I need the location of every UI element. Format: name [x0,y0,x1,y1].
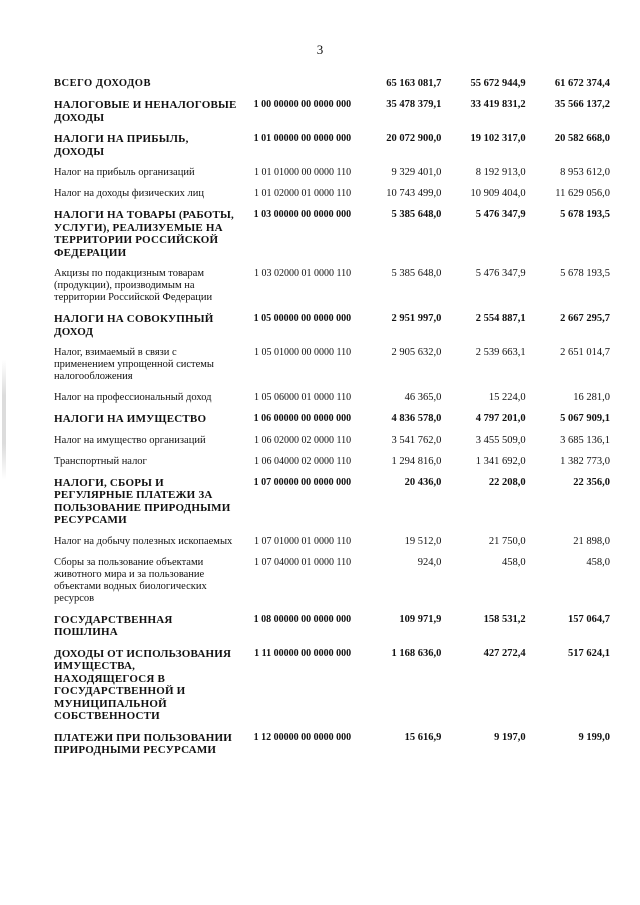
table-row [52,268,612,313]
row-value-1: 46 365,0 [404,392,442,403]
table-row [52,477,612,536]
row-name: ВСЕГО ДОХОДОВ [54,78,151,89]
row-value-3: 5 678 193,5 [560,209,610,220]
row-value-2: 5 476 347,9 [475,268,526,279]
row-value-3: 16 281,0 [573,392,610,403]
row-name: ГОСУДАРСТВЕННАЯ ПОШЛИНА [54,613,173,638]
row-value-3: 5 067 909,1 [560,413,610,424]
table-row [52,188,612,209]
row-value-1: 10 743 499,0 [386,188,442,199]
row-value-2: 427 272,4 [483,647,526,659]
row-code: 1 01 00000 00 0000 000 [253,133,352,144]
row-name: Налог на прибыль организаций [54,167,195,178]
row-value-2: 3 455 509,0 [475,434,526,446]
table-row [52,536,612,557]
row-value-2: 8 192 913,0 [475,167,526,178]
row-value-2: 21 750,0 [488,535,526,547]
row-name: НАЛОГИ НА ТОВАРЫ (РАБОТЫ, УСЛУГИ), РЕАЛИЗУЕМЫЕ НА ТЕРРИТОРИИ РОССИЙСКОЙ ФЕДЕРАЦИИ [54,209,234,259]
row-code: 1 07 01000 01 0000 110 [253,535,352,547]
revenue-table [52,78,612,766]
row-value-3: 1 382 773,0 [560,455,610,467]
row-value-2: 458,0 [502,556,526,568]
row-value-2: 22 208,0 [488,476,526,488]
row-name: Транспортный налог [54,455,147,467]
row-value-1: 5 385 648,0 [391,209,442,220]
row-name: НАЛОГИ, СБОРЫ И РЕГУЛЯРНЫЕ ПЛАТЕЖИ ЗА ПОЛЬЗОВАНИЕ ПРИРОДНЫМИ РЕСУРСАМИ [54,476,231,526]
row-code: 1 07 04000 01 0000 110 [253,556,352,568]
row-value-2: 4 797 201,0 [475,413,526,424]
row-value-2: 33 419 831,2 [470,99,526,110]
row-value-3: 11 629 056,0 [555,188,610,199]
row-value-2: 55 672 944,9 [470,78,526,89]
row-code: 1 06 04000 02 0000 110 [253,455,352,467]
row-value-1: 1 294 816,0 [391,455,442,467]
row-value-1: 19 512,0 [404,535,442,547]
row-value-3: 9 199,0 [578,731,610,743]
table-row [52,133,612,167]
row-value-3: 458,0 [586,556,610,568]
row-value-2: 2 539 663,1 [475,347,526,358]
row-name: Сборы за пользование объектами животного мира и за пользование объектами водных биологических ресурсов [54,556,207,604]
table-row [52,313,612,347]
row-value-3: 35 566 137,2 [554,99,610,110]
table-row [52,99,612,133]
row-value-3: 61 672 374,4 [554,78,610,89]
row-code: 1 03 02000 01 0000 110 [253,268,352,279]
row-code: 1 08 00000 00 0000 000 [253,613,352,625]
row-value-2: 15 224,0 [488,392,526,403]
row-code: 1 06 02000 02 0000 110 [253,434,352,446]
row-value-1: 35 478 379,1 [386,99,442,110]
row-code: 1 05 00000 00 0000 000 [253,313,352,324]
row-code: 1 11 00000 00 0000 000 [254,647,352,659]
row-code: 1 05 06000 01 0000 110 [253,392,352,403]
row-name: НАЛОГОВЫЕ И НЕНАЛОГОВЫЕ ДОХОДЫ [54,99,237,124]
row-name: Налог на доходы физических лиц [54,188,204,199]
row-value-2: 158 531,2 [483,613,526,625]
row-name: Налог на профессиональный доход [54,392,212,403]
row-value-3: 22 356,0 [573,476,610,488]
row-value-2: 10 909 404,0 [470,188,526,199]
row-code: 1 12 00000 00 0000 000 [253,731,352,743]
table-row [52,557,612,614]
table-row [52,347,612,392]
row-value-2: 2 554 887,1 [475,313,526,324]
row-value-3: 20 582 668,0 [554,133,610,144]
row-value-1: 20 072 900,0 [386,133,442,144]
row-value-1: 65 163 081,7 [386,78,442,89]
row-value-1: 2 905 632,0 [391,347,442,358]
row-value-1: 3 541 762,0 [391,434,442,446]
row-value-3: 8 953 612,0 [560,167,610,178]
row-code: 1 03 00000 00 0000 000 [253,209,352,220]
row-code [239,78,359,99]
row-value-3: 3 685 136,1 [560,434,610,446]
table-row [52,209,612,268]
table-row [52,435,612,456]
table-row [52,413,612,435]
table-row [52,732,612,766]
row-value-2: 19 102 317,0 [470,133,526,144]
table-row [52,648,612,732]
row-value-3: 2 651 014,7 [560,347,610,358]
row-value-2: 9 197,0 [494,731,526,743]
row-value-2: 1 341 692,0 [475,455,526,467]
row-name: НАЛОГИ НА ПРИБЫЛЬ, ДОХОДЫ [54,133,189,158]
table-row [52,614,612,648]
row-value-1: 15 616,9 [404,731,442,743]
row-value-1: 2 951 997,0 [391,313,442,324]
row-name: Налог на добычу полезных ископаемых [54,535,233,547]
table-row [52,167,612,188]
row-value-1: 5 385 648,0 [391,268,442,279]
table-row [52,392,612,413]
row-code: 1 00 00000 00 0000 000 [253,99,352,110]
row-name: Налог на имущество организаций [54,434,206,446]
row-code: 1 01 02000 01 0000 110 [253,188,352,199]
row-value-1: 4 836 578,0 [391,413,442,424]
row-code: 1 01 01000 00 0000 110 [253,167,352,178]
row-code: 1 07 00000 00 0000 000 [253,476,352,488]
row-value-3: 2 667 295,7 [560,313,610,324]
row-name: НАЛОГИ НА СОВОКУПНЫЙ ДОХОД [54,313,214,338]
row-name: Акцизы по подакцизным товарам (продукции), производимым на территории Российской Федерации [54,268,213,303]
row-name: ДОХОДЫ ОТ ИСПОЛЬЗОВАНИЯ ИМУЩЕСТВА, НАХОДЯЩЕГОСЯ В ГОСУДАРСТВЕННОЙ И МУНИЦИПАЛЬНОЙ СОБСТВЕННОСТИ [54,647,232,722]
row-value-1: 9 329 401,0 [391,167,442,178]
page-number: 3 [316,42,324,57]
row-value-1: 924,0 [417,556,442,568]
row-value-1: 1 168 636,0 [391,647,442,659]
row-value-3: 157 064,7 [568,613,610,625]
scan-edge-mark [2,360,6,480]
row-value-1: 109 971,9 [399,613,442,625]
row-code: 1 05 01000 00 0000 110 [253,347,352,358]
row-value-3: 5 678 193,5 [560,268,610,279]
row-code: 1 06 00000 00 0000 000 [253,413,352,424]
row-value-1: 20 436,0 [404,476,442,488]
row-value-3: 517 624,1 [568,647,610,659]
row-value-3: 21 898,0 [573,535,610,547]
row-value-2: 5 476 347,9 [475,209,526,220]
row-name: НАЛОГИ НА ИМУЩЕСТВО [54,413,207,425]
table-row [52,456,612,477]
row-name: Налог, взимаемый в связи с применением упрощенной системы налогообложения [54,347,214,382]
table-row-total [52,78,612,99]
row-name: ПЛАТЕЖИ ПРИ ПОЛЬЗОВАНИИ ПРИРОДНЫМИ РЕСУРСАМИ [54,731,233,756]
